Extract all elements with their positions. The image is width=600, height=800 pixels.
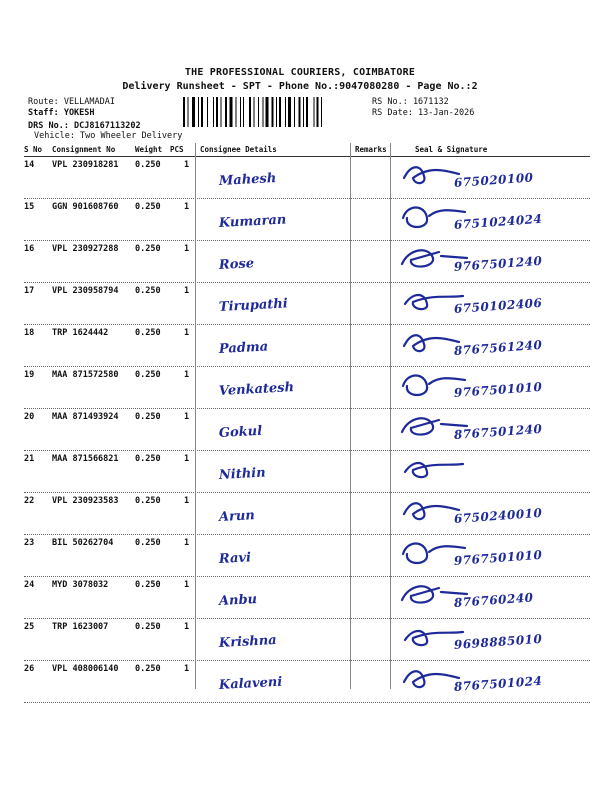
row-sno: 22 — [24, 496, 35, 506]
col-sno: S No — [24, 145, 43, 154]
handwritten-phone-number: 8767501240 — [453, 421, 543, 442]
row-weight: 0.250 — [135, 286, 161, 296]
col-remarks: Remarks — [355, 145, 387, 154]
row-pcs: 1 — [184, 496, 190, 506]
handwritten-phone-number: 8767561240 — [453, 337, 543, 358]
handwritten-consignee-name: Tirupathi — [218, 296, 289, 315]
handwritten-consignee-name: Arun — [218, 508, 256, 525]
handwritten-consignee-name: Nithin — [218, 465, 267, 483]
row-sno: 25 — [24, 622, 35, 632]
row-pcs: 1 — [184, 328, 190, 338]
row-pcs: 1 — [184, 160, 190, 170]
row-sno: 17 — [24, 286, 35, 296]
table-row — [24, 408, 590, 451]
rs-number: RS No.: 1671132 — [372, 97, 449, 107]
drs-number: DRS No.: DCJ8167113202 — [28, 121, 141, 131]
row-sno: 19 — [24, 370, 35, 380]
row-consignment-no: MYD 3078032 — [52, 580, 109, 590]
row-sno: 16 — [24, 244, 35, 254]
vehicle-label: Vehicle: Two Wheeler Delivery — [34, 131, 183, 141]
row-consignment-no: BIL 50262704 — [52, 538, 114, 548]
row-pcs: 1 — [184, 580, 190, 590]
handwritten-phone-number: 9698885010 — [453, 631, 543, 652]
row-sno: 20 — [24, 412, 35, 422]
table-row — [24, 366, 590, 409]
handwritten-phone-number: 6750102406 — [453, 295, 543, 316]
rs-date: RS Date: 13-Jan-2026 — [372, 108, 475, 118]
handwritten-phone-number: 6750240010 — [453, 505, 543, 526]
row-consignment-no: GGN 901608760 — [52, 202, 119, 212]
barcode — [183, 97, 365, 127]
row-consignment-no: MAA 871493924 — [52, 412, 119, 422]
runsheet-subtitle: Delivery Runsheet - SPT - Phone No.:9047080280 - Page No.:2 — [122, 81, 478, 92]
table-row — [24, 492, 590, 535]
table-row — [24, 618, 590, 661]
row-weight: 0.250 — [135, 538, 161, 548]
row-sno: 24 — [24, 580, 35, 590]
staff-label: Staff: YOKESH — [28, 108, 95, 118]
table-row — [24, 576, 590, 619]
col-consignee: Consignee Details — [200, 145, 277, 154]
row-weight: 0.250 — [135, 202, 161, 212]
row-consignment-no: MAA 871572580 — [52, 370, 119, 380]
row-consignment-no: VPL 230958794 — [52, 286, 119, 296]
row-sno: 18 — [24, 328, 35, 338]
row-sno: 15 — [24, 202, 35, 212]
col-seal-signature: Seal & Signature — [415, 145, 488, 154]
handwritten-consignee-name: Anbu — [218, 592, 258, 609]
handwritten-consignee-name: Mahesh — [218, 171, 277, 189]
row-consignment-no: VPL 230918281 — [52, 160, 119, 170]
row-pcs: 1 — [184, 244, 190, 254]
table-row — [24, 282, 590, 325]
handwritten-phone-number: 876760240 — [453, 590, 534, 610]
table-row — [24, 240, 590, 283]
handwritten-phone-number: 675020100 — [453, 170, 534, 190]
handwritten-consignee-name: Kumaran — [218, 212, 287, 231]
row-sno: 21 — [24, 454, 35, 464]
row-sno: 14 — [24, 160, 35, 170]
handwritten-phone-number: 6751024024 — [453, 211, 543, 232]
row-consignment-no: TRP 1624442 — [52, 328, 109, 338]
divider-consignee — [195, 143, 196, 689]
row-weight: 0.250 — [135, 580, 161, 590]
row-sno: 23 — [24, 538, 35, 548]
row-weight: 0.250 — [135, 328, 161, 338]
row-weight: 0.250 — [135, 370, 161, 380]
row-pcs: 1 — [184, 412, 190, 422]
row-weight: 0.250 — [135, 244, 161, 254]
handwritten-phone-number: 9767501010 — [453, 379, 543, 400]
table-row — [24, 156, 590, 199]
row-consignment-no: VPL 230927288 — [52, 244, 119, 254]
divider-signature — [390, 143, 391, 689]
handwritten-consignee-name: Padma — [218, 339, 269, 357]
handwritten-consignee-name: Kalaveni — [218, 674, 283, 693]
row-weight: 0.250 — [135, 664, 161, 674]
handwritten-consignee-name: Venkatesh — [218, 380, 295, 399]
table-row — [24, 324, 590, 367]
row-pcs: 1 — [184, 202, 190, 212]
handwritten-phone-number: 8767501024 — [453, 673, 543, 694]
row-weight: 0.250 — [135, 412, 161, 422]
row-pcs: 1 — [184, 286, 190, 296]
row-weight: 0.250 — [135, 496, 161, 506]
row-pcs: 1 — [184, 622, 190, 632]
table-row — [24, 198, 590, 241]
row-weight: 0.250 — [135, 622, 161, 632]
table-row — [24, 450, 590, 493]
table-row — [24, 660, 590, 703]
table-row — [24, 534, 590, 577]
signature-icon — [399, 454, 469, 484]
row-pcs: 1 — [184, 538, 190, 548]
col-consignment: Consignment No — [52, 145, 116, 154]
row-pcs: 1 — [184, 370, 190, 380]
handwritten-consignee-name: Krishna — [218, 632, 278, 651]
row-weight: 0.250 — [135, 160, 161, 170]
handwritten-phone-number: 9767501240 — [453, 253, 543, 274]
row-consignment-no: VPL 408006140 — [52, 664, 119, 674]
route-label: Route: VELLAMADAI — [28, 97, 115, 107]
row-pcs: 1 — [184, 454, 190, 464]
row-consignment-no: MAA 871566821 — [52, 454, 119, 464]
table-header — [24, 143, 590, 157]
row-consignment-no: VPL 230923583 — [52, 496, 119, 506]
handwritten-phone-number: 9767501010 — [453, 547, 543, 568]
handwritten-consignee-name: Rose — [218, 256, 255, 273]
handwritten-consignee-name: Ravi — [218, 550, 252, 567]
row-pcs: 1 — [184, 664, 190, 674]
col-pcs: PCS — [170, 145, 184, 154]
divider-remarks — [350, 143, 351, 689]
row-consignment-no: TRP 1623007 — [52, 622, 109, 632]
col-weight: Weight — [135, 145, 163, 154]
company-title: THE PROFESSIONAL COURIERS, COIMBATORE — [184, 67, 416, 78]
handwritten-consignee-name: Gokul — [218, 423, 263, 441]
row-weight: 0.250 — [135, 454, 161, 464]
row-sno: 26 — [24, 664, 35, 674]
